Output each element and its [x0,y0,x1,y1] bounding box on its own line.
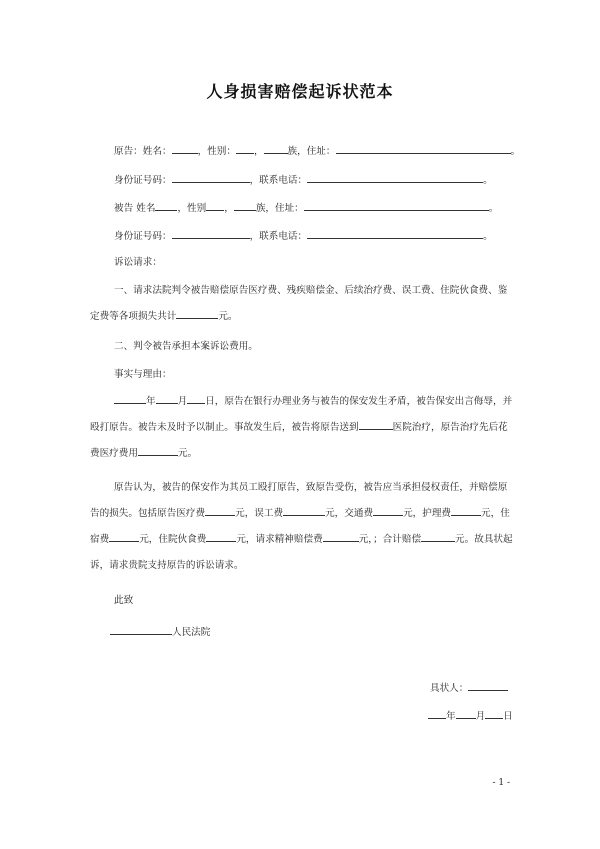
wugong-label: 元，误工费 [235,508,284,519]
defendant-phone-label: ，联系电话： [249,231,308,242]
plaintiff-id-blank[interactable] [172,172,250,183]
facts-year-label: 年 [146,396,156,407]
facts-year-blank[interactable] [114,393,146,404]
plaintiff-gender-blank[interactable] [236,143,254,154]
nursing-fee-blank[interactable] [451,505,481,516]
jiaotong-label: 元，交通费 [325,508,374,519]
defendant-name-label: 被告 姓名 [114,203,156,214]
facts-medical-cost-blank[interactable] [138,445,178,456]
court-label: 人民法院 [172,627,211,638]
claim-1-amount-blank[interactable] [176,308,218,319]
court-line [110,624,210,640]
plaintiff-phone-label: ，联系电话： [249,175,308,186]
facts-2-text-a: 原告认为，被告的保安作为其员工殴打原告，致原告受伤，被告应当承担侵权责任，并赔偿原告的损失。包括原告医疗费 [90,482,508,519]
transport-fee-blank[interactable] [373,505,403,516]
facts-day-blank[interactable] [187,393,205,404]
defendant-line [114,200,498,216]
plaintiff-name-blank[interactable] [172,143,198,154]
date-year-label: 年 [446,711,456,722]
page-title: 人身损害赔偿起诉状范本 [206,82,394,101]
lost-wage-blank[interactable] [283,505,325,516]
page-number: - 1 - [492,778,510,788]
defendant-gender-label: ，性别 [177,203,207,214]
signer-line [430,680,508,696]
date-month-blank[interactable] [456,708,476,719]
huoshi-label: 元，住院伙食费 [139,534,207,545]
facts-text-a: 日，原告在银行办理业务与被告的保安发生矛盾，被告保安出言侮辱，并殴打原告。被告未及时予以制止。事故发生后，被告将原告送到 [90,396,513,433]
plaintiff-gender-label: ，性别： [197,146,236,157]
closing-text: 此致 [114,595,134,606]
facts-1-end: 元。 [177,448,198,459]
court-name-blank[interactable] [110,624,172,635]
facts-hospital-text: 医院治疗，原告治疗先后花费医疗费用 [90,422,508,459]
defendant-name-blank[interactable] [155,200,177,211]
plaintiff-id-line [114,172,493,188]
plaintiff-id-label: 身份证号码： [114,175,172,186]
mental-damage-blank[interactable] [323,531,359,542]
claims-heading: 诉讼请求： [114,257,162,268]
signer-blank[interactable] [468,680,508,691]
plaintiff-name-label: 原告：姓名： [114,146,172,157]
lodging-fee-blank[interactable] [109,531,139,542]
defendant-sep: ， [224,203,234,214]
facts-month-blank[interactable] [156,393,178,404]
plaintiff-ethnic-label: 族，住址： [287,146,336,157]
zhusu-label: 元，住宿费 [90,508,510,545]
claim-2: 二、判令被告承担本案诉讼费用。 [114,341,258,352]
defendant-ethnic-label: 族，住址： [255,203,304,214]
plaintiff-address-blank[interactable] [336,143,511,154]
plaintiff-sep: ， [253,146,264,157]
claim-1-text: 一、请求法院判令被告赔偿原告医疗费、残疾赔偿金、后续治疗费、误工费、住院伙食费、鉴定费等各项损失共计 [90,285,508,322]
huli-label: 元，护理费 [403,508,452,519]
defendant-phone-blank[interactable] [307,228,483,239]
plaintiff-end: 。 [510,146,521,157]
defendant-id-end: 。 [483,231,493,242]
facts-paragraph-1 [90,389,515,467]
plaintiff-id-end: 。 [483,175,493,186]
plaintiff-line [114,143,520,159]
defendant-id-label: 身份证号码： [114,231,172,242]
signer-label: 具状人： [430,683,469,694]
total-amount-blank[interactable] [421,531,455,542]
date-day-blank[interactable] [485,708,503,719]
defendant-ethnic-blank[interactable] [234,200,256,211]
facts-paragraph-2 [90,475,515,579]
plaintiff-phone-blank[interactable] [307,172,483,183]
facts-hospital-blank[interactable] [359,419,393,430]
date-day-label: 日 [503,711,513,722]
meal-fee-blank[interactable] [206,531,236,542]
claim-1 [90,278,515,330]
date-year-blank[interactable] [428,708,446,719]
plaintiff-ethnic-blank[interactable] [264,143,288,154]
date-line [428,708,513,724]
date-month-label: 月 [475,711,486,722]
defendant-address-blank[interactable] [304,200,489,211]
jingshen-label: 元，请求精神赔偿费 [236,534,323,545]
facts-heading: 事实与理由： [114,369,172,380]
facts-2-end: 元。故具状起诉，请求贵院支持原告的诉讼请求。 [90,534,513,571]
defendant-gender-blank[interactable] [206,200,224,211]
defendant-id-blank[interactable] [172,228,250,239]
facts-month-label: 月 [177,396,188,407]
medical-fee-blank[interactable] [205,505,235,516]
claim-1-end: 元。 [218,311,238,322]
defendant-end: 。 [488,203,499,214]
total-label: 元，；合计赔偿 [358,534,422,545]
defendant-id-line [114,228,493,244]
